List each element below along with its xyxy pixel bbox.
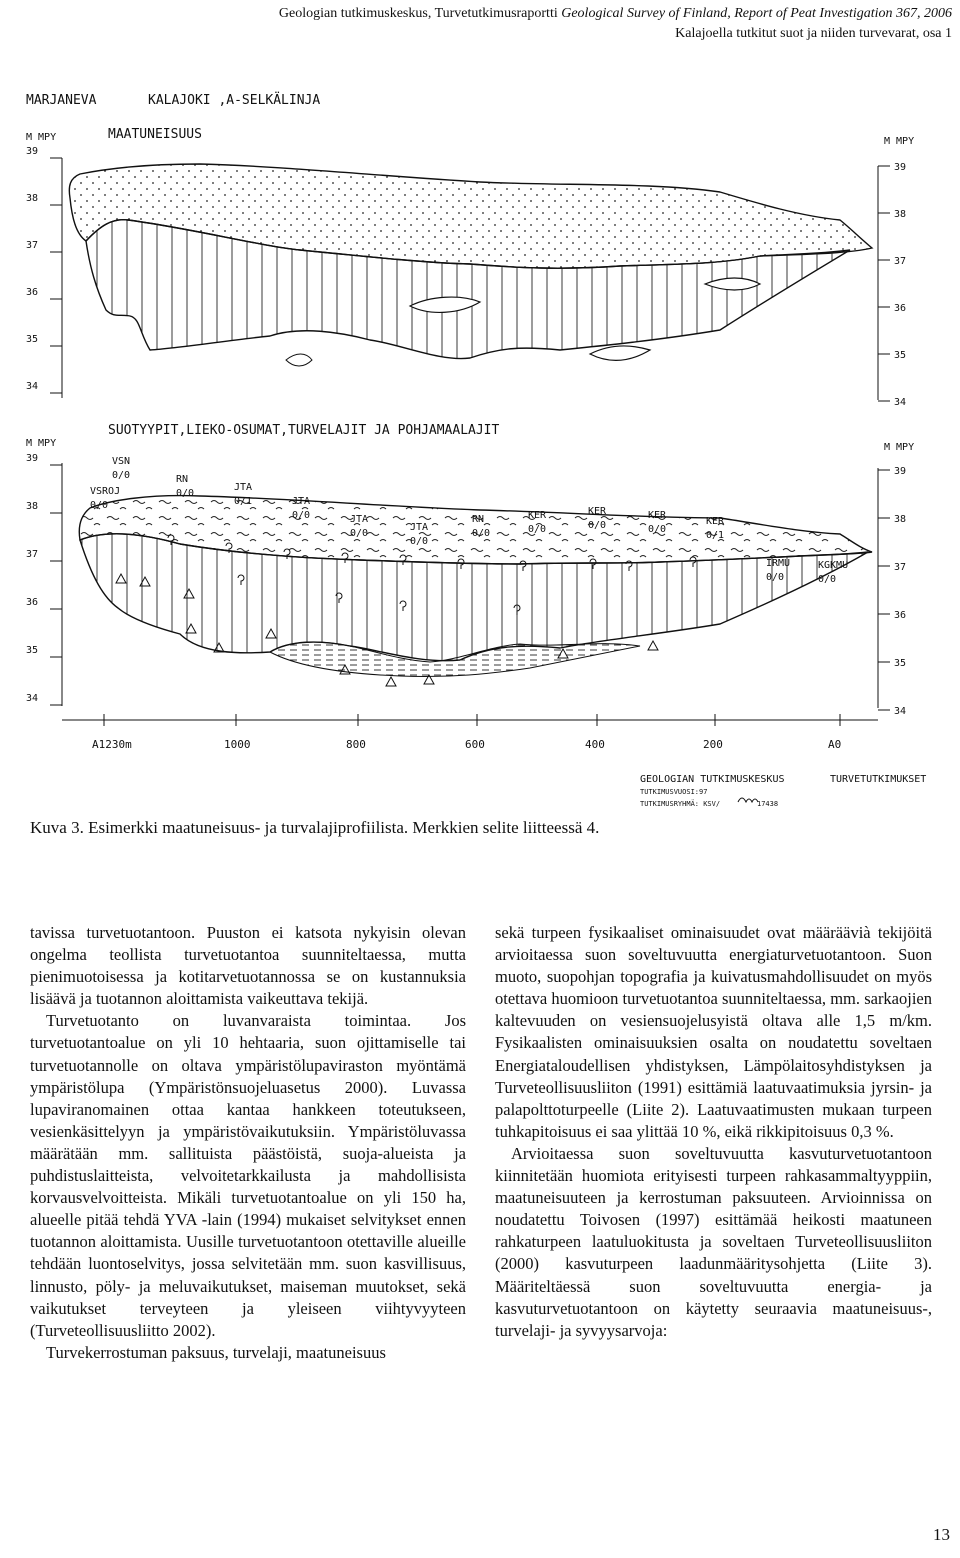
right-paragraph-1: sekä turpeen fysikaaliset ominaisuudet ovat määräävià tekijöitä arvioitaessa suon soveltuvuutta energiaturvetuotantoon. Suon muoto, suopohjan topografia ja kuivatusmahdollisuudet on myös otettava huomioon turvetuotantoa suunniteltaessa, mm. sarkaojien kaltevuuden on vesiensuojelusyistä oltava alle 1,5 m/km. Fysikaalisten ominaisuuksien osalta on noudatettu soveltaen Energiataloudellisen yhdistyksen, Lämpölaitosyhdistyksen ja Turveteollisuusliiton (1991) esittämiä laatuvaatimuksia jyrsin- ja palapolttoturpeelle (Liite 2). Laatuvaatimusten mukaan turpeen tuhkapitoisuus ei saa ylittää 10 %, eikä rikkipitoisuus 0,3 %. [495, 923, 932, 1141]
peat-value-label: 0/0 [766, 572, 785, 583]
elevation-label: 36 [894, 303, 907, 314]
peat-type-label: JTA [410, 522, 429, 533]
elevation-label: 36 [26, 287, 39, 298]
right-column [495, 922, 932, 1342]
peat-value-label: 0/0 [648, 524, 667, 535]
elevation-label: 37 [26, 240, 39, 251]
distance-label: 200 [703, 738, 723, 751]
elevation-label: 34 [26, 381, 39, 392]
elevation-label: 37 [894, 256, 907, 267]
elevation-label: 35 [894, 658, 907, 669]
header-series-english: Geological Survey of Finland, Report of Peat Investigation 367, 2006 [561, 6, 952, 21]
humification-profile [69, 164, 872, 366]
peat-profile-figure [0, 78, 960, 818]
mineral-soil-marker [386, 677, 396, 686]
peat-type-label: KGKMU [818, 560, 849, 571]
peat-value-label: 0/1 [234, 496, 253, 507]
peat-value-label: 0/0 [528, 524, 547, 535]
elevation-label: 39 [26, 146, 39, 157]
elevation-label: 37 [894, 562, 907, 573]
peat-value-label: 0/0 [818, 574, 837, 585]
axis-unit-top-right: M MPY [884, 136, 915, 147]
bottom-section-title: SUOTYYPIT,LIEKO-OSUMAT,TURVELAJIT JA POHJAMAALAJIT [108, 423, 500, 438]
distance-label: 600 [465, 738, 485, 751]
elevation-label: 34 [894, 397, 907, 408]
peat-type-label: JTA [292, 496, 311, 507]
peat-type-label: KER [706, 516, 725, 527]
header-line-2: Kalajoella tutkitut suot ja niiden turvevarat, osa 1 [675, 26, 952, 41]
mineral-soil-marker [648, 641, 658, 650]
peat-value-label: 0/0 [176, 488, 195, 499]
peat-type-label: KER [588, 506, 607, 517]
elevation-label: 35 [26, 645, 39, 656]
elevation-label: 39 [26, 453, 39, 464]
peat-value-label: 0/0 [410, 536, 429, 547]
peat-value-label: 0/0 [350, 528, 369, 539]
distance-label: 400 [585, 738, 605, 751]
elevation-label: 38 [894, 514, 907, 525]
elevation-label: 38 [26, 501, 39, 512]
peat-type-label: RN [176, 474, 189, 485]
axis-unit-bottom-right: M MPY [884, 442, 915, 453]
peat-value-label: 0/0 [472, 528, 491, 539]
peat-value-label: 0/0 [112, 470, 131, 481]
peat-value-label: 0/0 [292, 510, 311, 521]
peat-type-label: IRMU [766, 558, 791, 569]
elevation-label: 35 [894, 350, 907, 361]
page-number: 13 [933, 1525, 950, 1544]
stamp-group: TUTKIMUSRYHMÄ: KSV/ [640, 800, 721, 808]
left-paragraph-3: Turvekerrostuman paksuus, turvelaji, maatuneisuus [46, 1342, 386, 1362]
peat-value-label: 0/0 [90, 500, 109, 511]
top-section-title: MAATUNEISUUS [108, 127, 202, 142]
figure-caption: Kuva 3. Esimerkki maatuneisuus- ja turvalajiprofiilista. Merkkien selite liitteessä 4. [30, 818, 600, 837]
elevation-label: 39 [894, 162, 907, 173]
peat-type-label: RN [472, 514, 485, 525]
elevation-label: 36 [894, 610, 907, 621]
elevation-label: 38 [26, 193, 39, 204]
elevation-label: 34 [26, 693, 39, 704]
distance-label: A0 [828, 738, 842, 751]
stamp-signature [738, 798, 758, 802]
running-header [279, 4, 952, 44]
figure-line-name: KALAJOKI ,A-SELKÄLINJA [148, 93, 321, 108]
peat-value-label: 0/1 [706, 530, 725, 541]
axis-unit-top-left: M MPY [26, 132, 57, 143]
elevation-label: 39 [894, 466, 907, 477]
elevation-label: 36 [26, 597, 39, 608]
peat-type-label: KER [648, 510, 667, 521]
stamp-department: TURVETUTKIMUKSET [830, 774, 927, 785]
stamp-organisation: GEOLOGIAN TUTKIMUSKESKUS [640, 774, 785, 785]
left-column [30, 922, 466, 1364]
stamp-year: TUTKIMUSVUOSI:97 [640, 788, 708, 796]
peat-type-label: VSROJ [90, 486, 121, 497]
elevation-label: 34 [894, 706, 907, 717]
figure-bog-name: MARJANEVA [26, 93, 97, 108]
left-paragraph-1: tavissa turvetuotantoon. Puuston ei katsota nykyisin olevan ongelma teollista turvetuotantoa suunniteltaessa, mutta pienimuotoisessa ja kotitarvetuotannossa se on kustannuksia lisäävä ja tuotannon aloittamista vaikeuttava tekijä. [30, 923, 466, 1009]
peat-type-label: JTA [234, 482, 253, 493]
stamp-number: 17438 [757, 800, 779, 808]
survey-stamp [640, 774, 926, 808]
right-paragraph-2: Arvioitaessa suon soveltuvuutta kasvuturvetuotantoon kiinnitetään huomiota erityisesti turpeen rahkasammaltyyppiin, maatuneisuuteen ja kerrostuman paksuuteen. Arvioinnissa on noudatettu Toivosen (1997) esittämää heikosti maatuneen rahkaturpeen laatuluokitusta ja soveltaen Turveteollisuusliiton (2000) kasvuturpeen laadunmääritysohjetta (Liite 3). Määriteltäessä suon soveltuvuutta energia- ja kasvuturvetuotantoon on käytetty seuraavia maatuneisuus-, turvelaji- ja syvyysarvoja: [495, 1143, 932, 1340]
elevation-label: 38 [894, 209, 907, 220]
distance-label: 800 [346, 738, 366, 751]
distance-label: 1000 [224, 738, 251, 751]
peat-type-label: KER [528, 510, 547, 521]
peat-type-label: JTA [350, 514, 369, 525]
distance-label: A1230m [92, 738, 132, 751]
header-series: Geologian tutkimuskeskus, Turvetutkimusraportti [278, 6, 558, 21]
left-paragraph-2: Turvetuotanto on luvanvaraista toimintaa. Jos turvetuotantoalue on yli 10 hehtaaria, suon ojittamiselle tai turvetuotannolle on oltava ympäristölupaviraston myöntämä ympäristölupa (Ympäristönsuojeluasetus 2000). Luvassa lupaviranomainen ottaa kantaa hankkeen toteutukseen, vesienkäsittelyyn ja ympäristövaikutuksiin. Ympäristöluvassa määrätään mm. sallituista päästöistä, suoja-alueista ja puhdistuslaitteista, velvoitetarkkailusta ja mahdollisista korvausvelvoitteista. Mikäli turvetuotantoalue on yli 150 ha, alueelle pitää tehdä YVA -lain (1994) mukaiset selvitykset ennen tuotannon aloittamista. Uusille turvetuotantoon otettaville alueille tehdään luontoselvitys, jossa selvitetään mm. suon kasvillisuus, linnusto, pöly- ja meluvaikutukset, maiseman muutokset, sekä vaikutukset terveyteen ja yleiseen viihtyvyyteen (Turveteollisuusliitto 2002). [30, 1011, 466, 1340]
peat-type-label: VSN [112, 456, 131, 467]
elevation-label: 37 [26, 549, 39, 560]
peat-value-label: 0/0 [588, 520, 607, 531]
axis-unit-bottom-left: M MPY [26, 438, 57, 449]
header-line-1 [279, 4, 952, 24]
elevation-label: 35 [26, 334, 39, 345]
